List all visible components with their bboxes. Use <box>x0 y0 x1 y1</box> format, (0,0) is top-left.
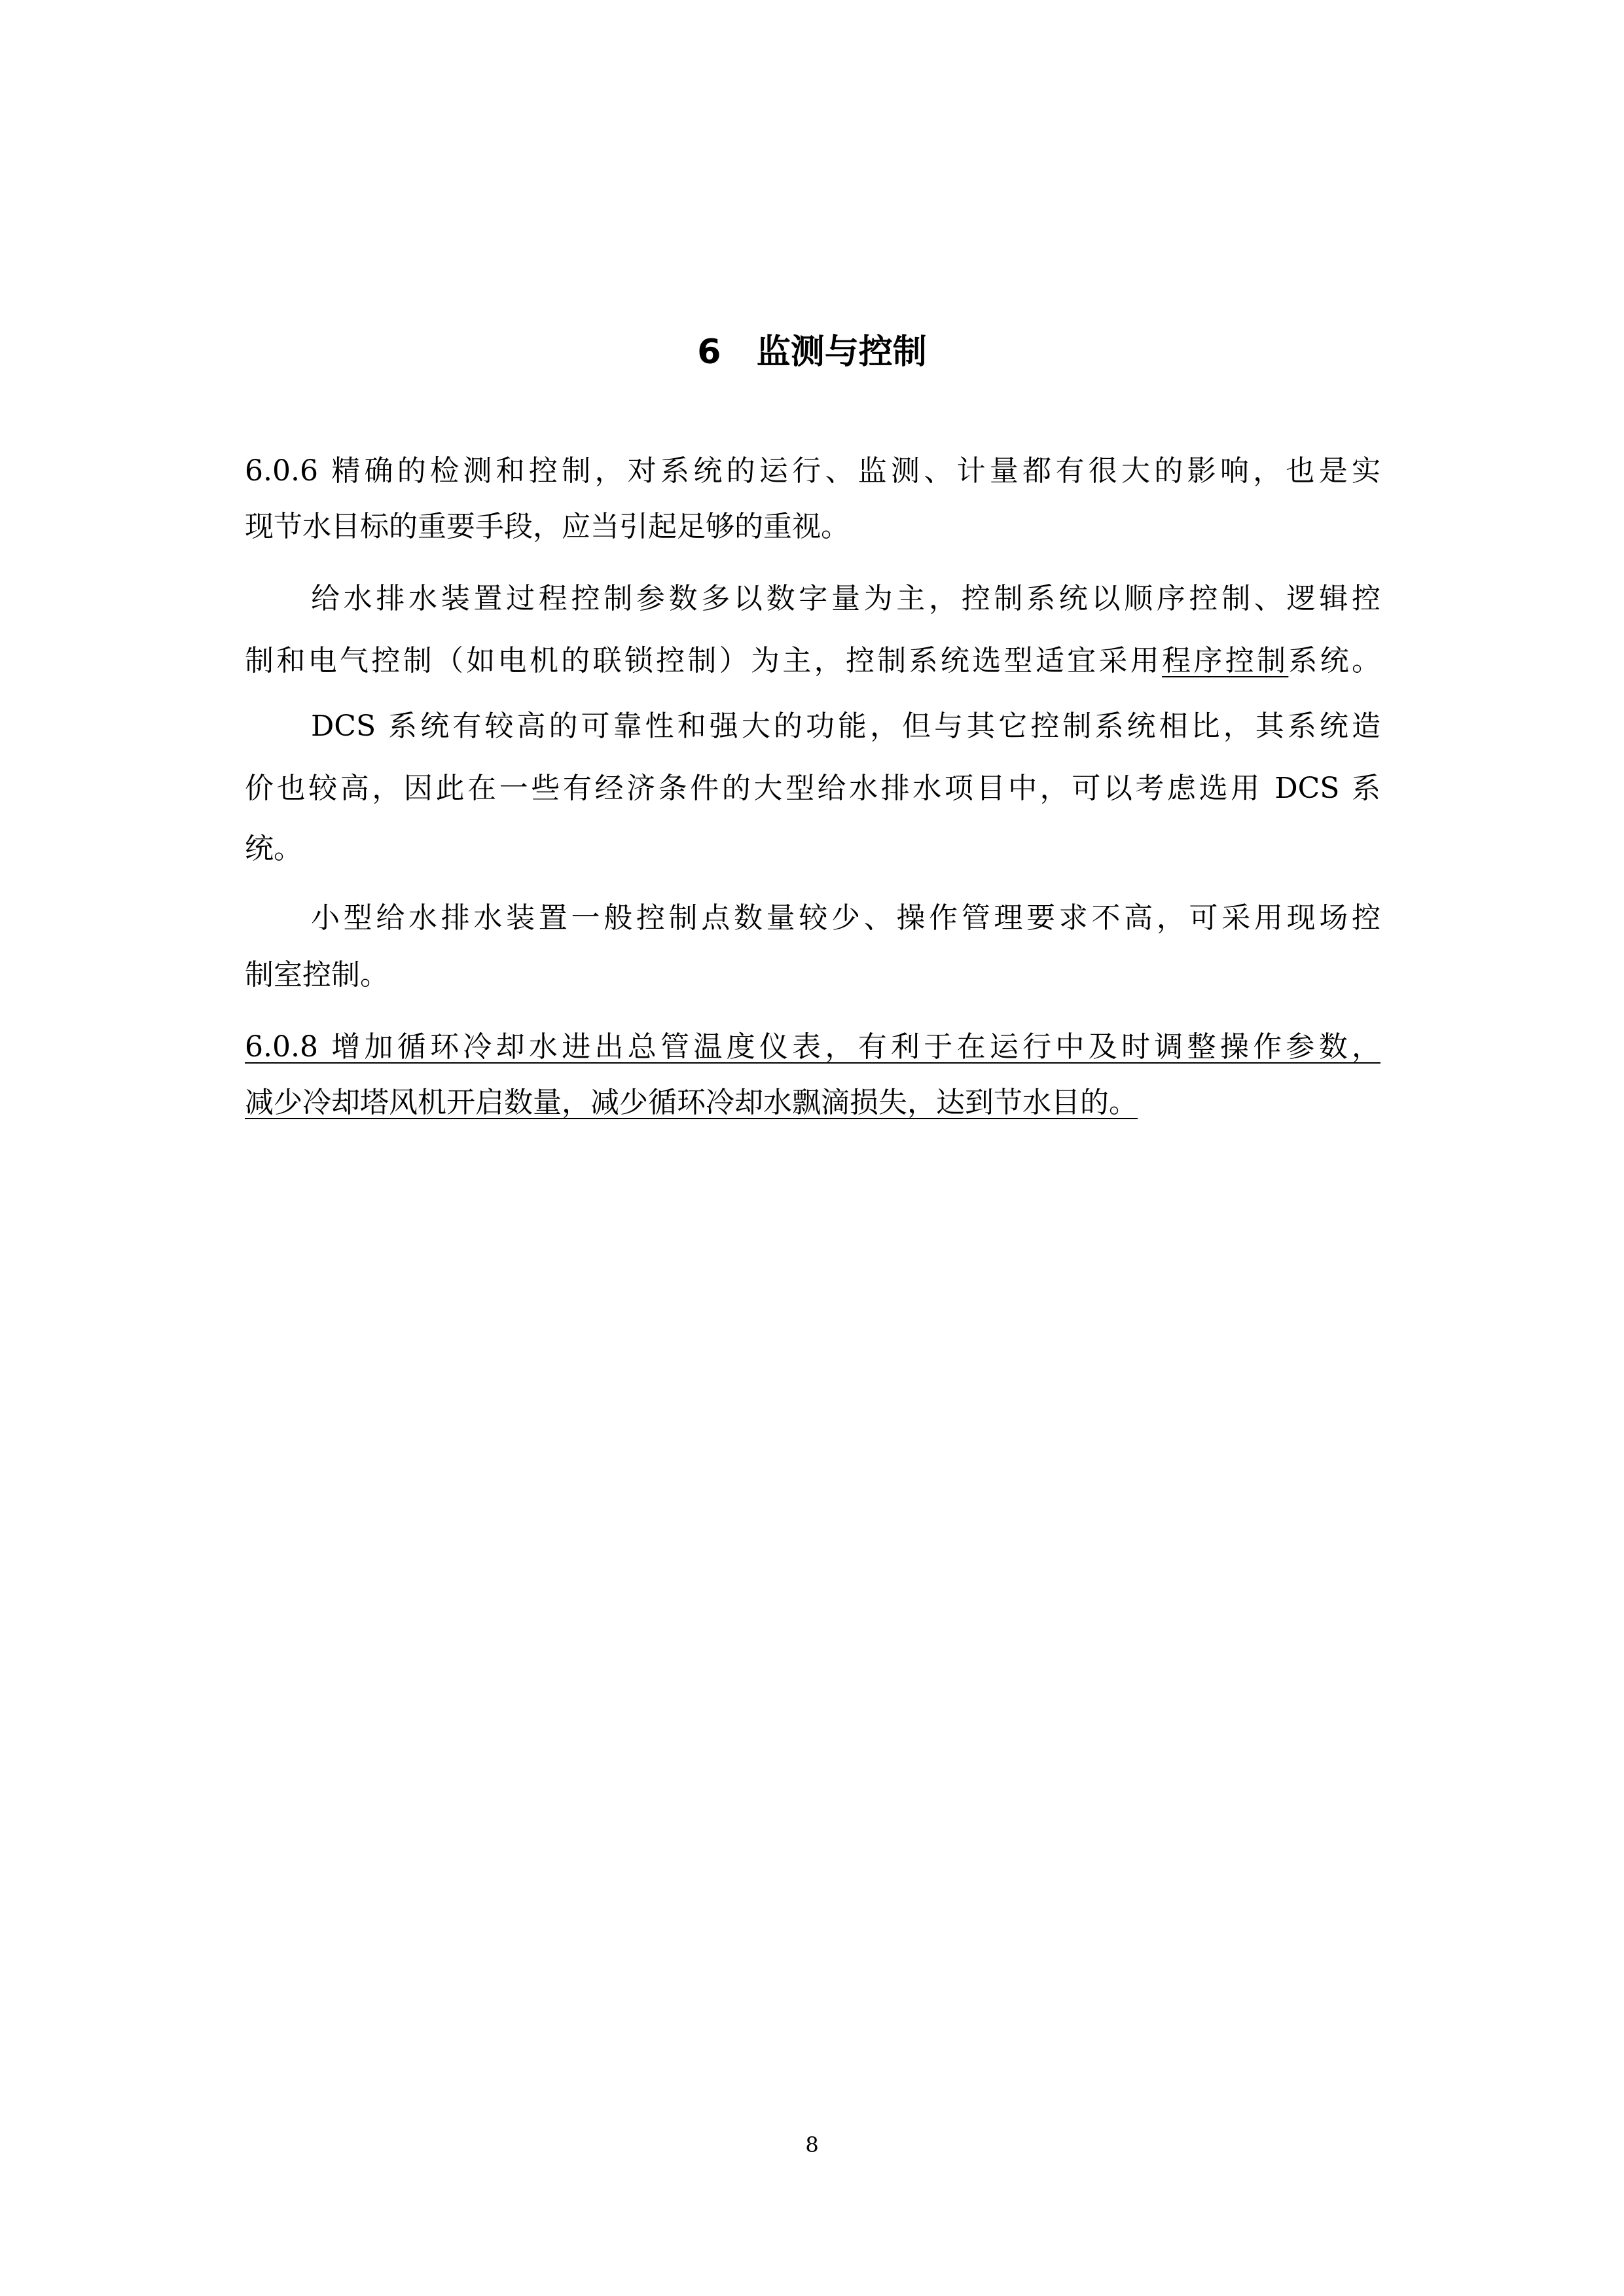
small-paragraph-line-2: 制室控制。 <box>245 958 389 992</box>
dcs-paragraph-line-3: 统。 <box>245 832 302 865</box>
control-paragraph-line-2 <box>245 638 1380 684</box>
clause-6-0-8-text-2: 减少冷却塔风机开启数量，减少循环冷却水飘滴损失，达到节水目的。 <box>245 1086 1138 1119</box>
control-paragraph-text: 制和电气控制（如电机的联锁控制）为主，控制系统选型适宜采用 <box>245 644 1163 677</box>
clause-6-0-8-line-1 <box>245 1024 1380 1070</box>
dcs-paragraph-line-2: 价也较高，因此在一些有经济条件的大型给水排水项目中，可以考虑选用 DCS 系 <box>245 772 1380 805</box>
control-paragraph-ending: 系统。 <box>1288 644 1381 677</box>
underlined-term: 程序控制 <box>1162 644 1289 677</box>
clause-6-0-8-line-2 <box>245 1080 1380 1126</box>
dcs-paragraph-line-1: DCS 系统有较高的可靠性和强大的功能，但与其它控制系统相比，其系统造 <box>311 709 1380 743</box>
chapter-title: 6 监测与控制 <box>697 332 927 372</box>
small-paragraph-line-1: 小型给水排水装置一般控制点数量较少、操作管理要求不高，可采用现场控 <box>311 901 1380 935</box>
control-paragraph-line-1: 给水排水装置过程控制参数多以数字量为主，控制系统以顺序控制、逻辑控 <box>311 582 1380 615</box>
clause-6-0-6-line-2: 现节水目标的重要手段，应当引起足够的重视。 <box>245 510 850 543</box>
page-number: 8 <box>805 2132 819 2157</box>
clause-6-0-8-text-1: 6.0.8 增加循环冷却水进出总管温度仪表，有利于在运行中及时调整操作参数， <box>245 1030 1380 1064</box>
clause-6-0-6-line-1: 6.0.6 精确的检测和控制，对系统的运行、监测、计量都有很大的影响，也是实 <box>245 454 1380 488</box>
